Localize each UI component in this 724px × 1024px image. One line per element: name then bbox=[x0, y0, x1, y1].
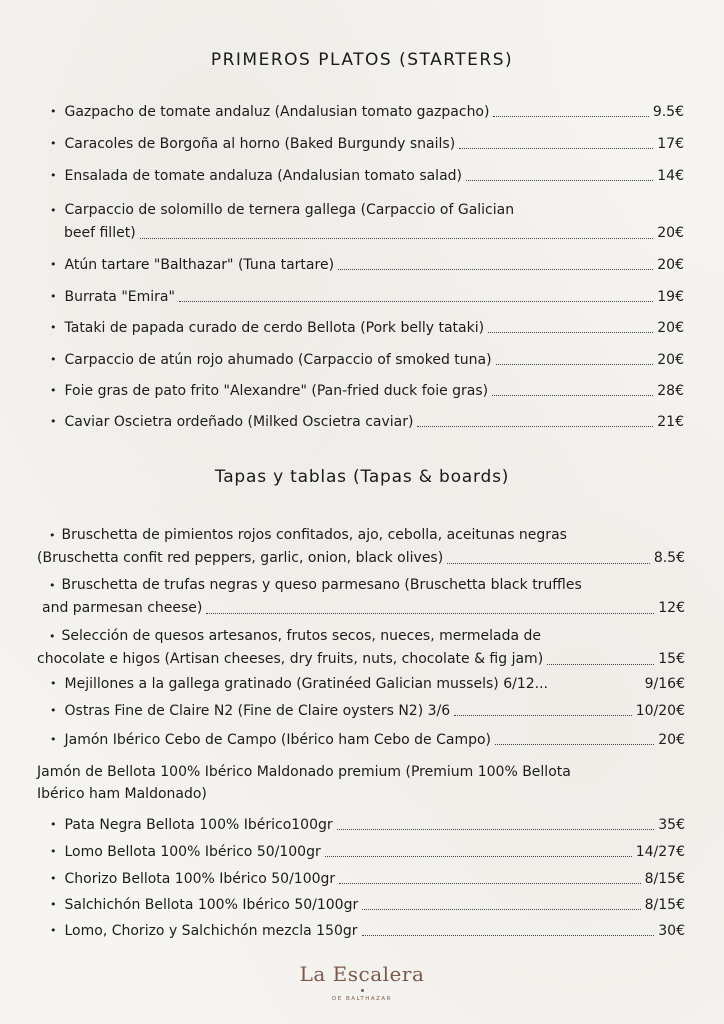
menu-item bbox=[50, 413, 684, 431]
menu-item bbox=[50, 922, 685, 940]
menu-item bbox=[50, 382, 684, 400]
item-name: Mejillones a la gallega gratinado (Gratinéed Galician mussels) 6/12... bbox=[64, 676, 548, 692]
menu-item bbox=[50, 199, 684, 244]
item-price: 30€ bbox=[658, 923, 685, 939]
item-price: 8.5€ bbox=[653, 550, 685, 566]
ham-subheading bbox=[37, 761, 571, 805]
menu-item bbox=[50, 675, 685, 693]
dot-leader bbox=[362, 935, 655, 936]
item-name: Pata Negra Bellota 100% Ibérico100gr bbox=[64, 817, 333, 833]
bullet-icon: • bbox=[50, 169, 57, 182]
tapas-title: Tapas y tablas (Tapas & boards) bbox=[214, 467, 510, 487]
item-price: 35€ bbox=[658, 817, 685, 833]
dot-leader bbox=[547, 664, 654, 665]
item-name-line2: (Bruschetta confit red peppers, garlic, onion, black olives) bbox=[37, 550, 444, 566]
item-price: 19€ bbox=[657, 289, 684, 305]
bullet-icon: • bbox=[50, 258, 57, 271]
bullet-icon: • bbox=[50, 137, 57, 150]
logo-brand: La Escalera bbox=[299, 962, 425, 986]
menu-item bbox=[50, 167, 684, 185]
bullet-icon: • bbox=[50, 704, 57, 717]
item-name: Carpaccio de atún rojo ahumado (Carpaccio of smoked tuna) bbox=[64, 352, 492, 368]
menu-item bbox=[50, 256, 684, 274]
menu-item bbox=[37, 625, 685, 670]
bullet-icon: • bbox=[49, 630, 56, 643]
dot-leader bbox=[459, 148, 653, 149]
item-name-line2: beef fillet) bbox=[64, 225, 136, 241]
menu-item bbox=[42, 574, 685, 619]
dot-leader bbox=[454, 715, 632, 716]
item-price: 15€ bbox=[658, 651, 685, 667]
bullet-icon: • bbox=[50, 321, 57, 334]
menu-item bbox=[50, 896, 685, 914]
dot-leader bbox=[495, 744, 654, 745]
dot-leader bbox=[179, 301, 653, 302]
item-name: Jamón Ibérico Cebo de Campo (Ibérico ham Cebo de Campo) bbox=[64, 732, 491, 748]
menu-item bbox=[50, 319, 684, 337]
item-name: Caviar Oscietra ordeñado (Milked Oscietra caviar) bbox=[64, 414, 414, 430]
logo-dot bbox=[361, 989, 364, 992]
bullet-icon: • bbox=[50, 384, 57, 397]
restaurant-logo bbox=[0, 962, 724, 1002]
item-name: Chorizo Bellota 100% Ibérico 50/100gr bbox=[64, 871, 336, 887]
bullet-icon: • bbox=[50, 415, 57, 428]
item-name: Lomo Bellota 100% Ibérico 50/100gr bbox=[64, 844, 321, 860]
menu-item bbox=[50, 816, 685, 834]
bullet-icon: • bbox=[50, 290, 57, 303]
bullet-icon: • bbox=[50, 353, 57, 366]
item-name-line1: Bruschetta de trufas negras y queso parmesano (Bruschetta black truffles bbox=[61, 577, 582, 593]
menu-item bbox=[50, 870, 685, 888]
item-name: Salchichón Bellota 100% Ibérico 50/100gr bbox=[64, 897, 359, 913]
dot-leader bbox=[338, 269, 653, 270]
item-name: Gazpacho de tomate andaluz (Andalusian tomato gazpacho) bbox=[64, 104, 490, 120]
menu-item bbox=[50, 843, 685, 861]
menu-item bbox=[50, 135, 684, 153]
item-name: Ostras Fine de Claire N2 (Fine de Claire oysters N2) 3/6 bbox=[64, 703, 451, 719]
menu-item bbox=[50, 731, 685, 749]
bullet-icon: • bbox=[50, 872, 57, 885]
bullet-icon: • bbox=[50, 898, 57, 911]
bullet-icon: • bbox=[49, 579, 56, 592]
item-price: 28€ bbox=[657, 383, 684, 399]
dot-leader bbox=[492, 395, 653, 396]
item-name: Lomo, Chorizo y Salchichón mezcla 150gr bbox=[64, 923, 358, 939]
item-name: Caracoles de Borgoña al horno (Baked Burgundy snails) bbox=[64, 136, 456, 152]
item-price: 20€ bbox=[658, 732, 685, 748]
dot-leader bbox=[337, 829, 655, 830]
item-name: Atún tartare "Balthazar" (Tuna tartare) bbox=[64, 257, 335, 273]
item-price: 17€ bbox=[657, 136, 684, 152]
item-name-line2: and parmesan cheese) bbox=[42, 600, 203, 616]
bullet-icon: • bbox=[49, 529, 56, 542]
logo-subtitle: DE BALTHAZAR bbox=[332, 996, 392, 1002]
ham-subheading-line1: Jamón de Bellota 100% Ibérico Maldonado premium (Premium 100% Bellota bbox=[37, 764, 571, 780]
item-price: 10/20€ bbox=[635, 703, 685, 719]
item-price: 8/15€ bbox=[644, 871, 685, 887]
dot-leader bbox=[206, 613, 654, 614]
item-price: 21€ bbox=[657, 414, 684, 430]
dot-leader bbox=[496, 364, 654, 365]
dot-leader bbox=[325, 856, 632, 857]
item-name-line2: chocolate e higos (Artisan cheeses, dry fruits, nuts, chocolate & fig jam) bbox=[37, 651, 544, 667]
item-price: 14/27€ bbox=[635, 844, 685, 860]
dot-leader bbox=[339, 883, 640, 884]
item-price: 20€ bbox=[657, 320, 684, 336]
ham-subheading-line2: Ibérico ham Maldonado) bbox=[37, 786, 207, 802]
item-price: 20€ bbox=[657, 225, 684, 241]
item-name: Ensalada de tomate andaluza (Andalusian tomato salad) bbox=[64, 168, 463, 184]
dot-leader bbox=[417, 426, 653, 427]
item-price: 20€ bbox=[657, 352, 684, 368]
menu-item bbox=[50, 702, 685, 720]
item-name-line1: Carpaccio de solomillo de ternera gallega (Carpaccio of Galician bbox=[64, 202, 515, 218]
bullet-icon: • bbox=[50, 105, 57, 118]
item-name: Burrata "Emira" bbox=[64, 289, 175, 305]
bullet-icon: • bbox=[50, 677, 57, 690]
bullet-icon: • bbox=[50, 818, 57, 831]
bullet-icon: • bbox=[50, 204, 57, 217]
dot-leader bbox=[140, 238, 654, 239]
dot-leader bbox=[466, 180, 653, 181]
menu-item bbox=[50, 103, 684, 121]
dot-leader bbox=[493, 116, 648, 117]
item-name: Tataki de papada curado de cerdo Bellota (Pork belly tataki) bbox=[64, 320, 485, 336]
dot-leader bbox=[447, 563, 650, 564]
dot-leader bbox=[488, 332, 653, 333]
item-name: Foie gras de pato frito "Alexandre" (Pan-fried duck foie gras) bbox=[64, 383, 489, 399]
menu-item bbox=[37, 524, 685, 569]
starters-title: PRIMEROS PLATOS (STARTERS) bbox=[210, 50, 514, 70]
item-name-line1: Selección de quesos artesanos, frutos secos, nueces, mermelada de bbox=[61, 628, 542, 644]
item-price: 8/15€ bbox=[644, 897, 685, 913]
menu-item bbox=[50, 288, 684, 306]
dot-leader bbox=[362, 909, 640, 910]
bullet-icon: • bbox=[50, 924, 57, 937]
item-price: 9.5€ bbox=[652, 104, 684, 120]
bullet-icon: • bbox=[50, 733, 57, 746]
item-price: 20€ bbox=[657, 257, 684, 273]
menu-item bbox=[50, 351, 684, 369]
item-name-line1: Bruschetta de pimientos rojos confitados, ajo, cebolla, aceitunas negras bbox=[61, 527, 567, 543]
item-price: 9/16€ bbox=[644, 676, 685, 692]
item-price: 14€ bbox=[657, 168, 684, 184]
item-price: 12€ bbox=[658, 600, 685, 616]
bullet-icon: • bbox=[50, 845, 57, 858]
